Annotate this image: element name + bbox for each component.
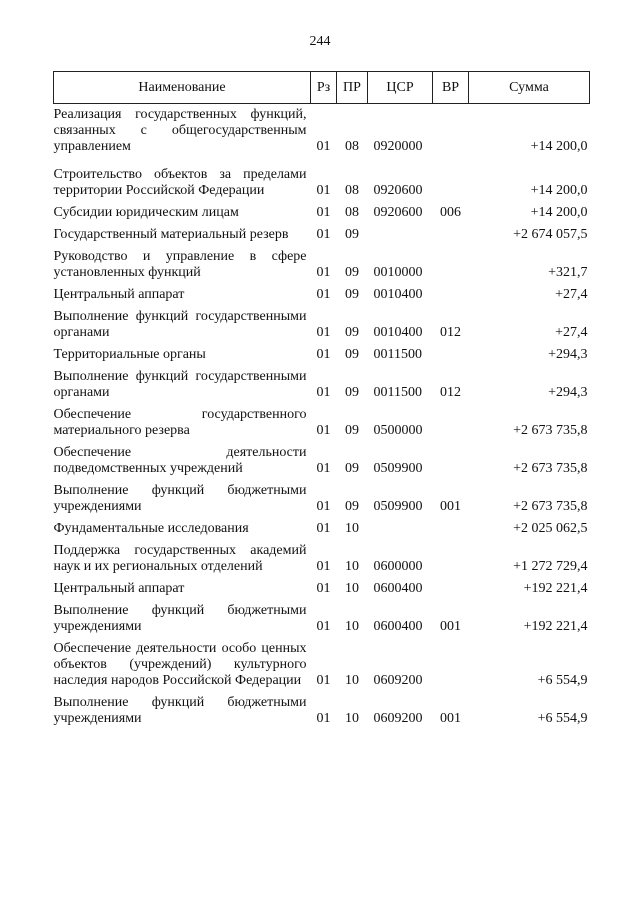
cell-pr: 08 [345, 183, 359, 198]
cell-name: Выполнение функций государственными органами [53, 309, 307, 340]
header-csr: ЦСР [368, 72, 433, 104]
header-rz: Рз [311, 72, 337, 104]
cell-vr [433, 281, 469, 303]
cell-rz: 01 [316, 205, 331, 220]
table-row [54, 341, 590, 363]
cell-name: Поддержка государственных академий наук и их региональных отделений [53, 543, 307, 574]
cell-name: Субсидии юридическим лицам [53, 205, 239, 220]
cell-sum: +27,4 [555, 325, 588, 340]
cell-sum: +14 200,0 [530, 139, 588, 154]
table-row [54, 575, 590, 597]
cell-name: Выполнение функций государственными органами [53, 369, 307, 400]
table-body [54, 104, 590, 728]
cell-name: Реализация государственных функций, связанных с общегосударственным управлением [53, 107, 307, 154]
cell-rz: 01 [316, 139, 331, 154]
table-row [54, 243, 590, 281]
cell-pr: 10 [345, 619, 359, 634]
cell-name: Руководство и управление в сфере установленных функций [53, 249, 307, 280]
cell-vr [433, 104, 469, 156]
table-row [54, 303, 590, 341]
cell-pr: 10 [345, 521, 359, 536]
cell-csr: 0509900 [373, 461, 423, 476]
cell-name: Обеспечение государственного материального резерва [53, 407, 307, 438]
cell-sum: +192 221,4 [523, 619, 588, 634]
cell-rz: 01 [316, 183, 331, 198]
cell-pr: 09 [345, 265, 359, 280]
cell-sum: +2 673 735,8 [513, 423, 588, 438]
cell-rz: 01 [316, 711, 331, 726]
table-row [54, 221, 590, 243]
cell-name: Государственный материальный резерв [53, 227, 289, 242]
cell-csr [368, 221, 433, 243]
cell-pr: 09 [345, 385, 359, 400]
table-row [54, 597, 590, 635]
cell-vr [433, 243, 469, 281]
page-number: 244 [309, 34, 331, 49]
cell-vr: 006 [440, 205, 461, 220]
cell-sum: +2 025 062,5 [513, 521, 588, 536]
cell-rz: 01 [316, 265, 331, 280]
cell-pr: 09 [345, 499, 359, 514]
cell-vr: 001 [440, 499, 461, 514]
cell-sum: +2 673 735,8 [513, 461, 588, 476]
cell-sum: +2 674 057,5 [513, 227, 588, 242]
table-row [54, 439, 590, 477]
cell-pr: 10 [345, 711, 359, 726]
header-vr: ВР [433, 72, 469, 104]
cell-rz: 01 [316, 521, 331, 536]
cell-vr [433, 221, 469, 243]
cell-name: Обеспечение деятельности особо ценных объектов (учреждений) культурного наследия народов Российской Федерации [53, 641, 307, 688]
cell-csr: 0920600 [373, 205, 423, 220]
table-row [54, 104, 590, 156]
cell-sum: +321,7 [548, 265, 588, 280]
cell-sum: +14 200,0 [530, 183, 588, 198]
table-row [54, 281, 590, 303]
cell-rz: 01 [316, 287, 331, 302]
table-row [54, 155, 590, 199]
cell-sum: +294,3 [548, 347, 588, 362]
cell-sum: +6 554,9 [537, 711, 588, 726]
cell-csr: 0010400 [373, 325, 423, 340]
table-row [54, 199, 590, 221]
table-row [54, 363, 590, 401]
cell-pr: 10 [345, 559, 359, 574]
cell-rz: 01 [316, 559, 331, 574]
cell-csr: 0010400 [373, 287, 423, 302]
cell-csr: 0920600 [373, 183, 423, 198]
cell-vr [433, 341, 469, 363]
header-sum: Сумма [469, 72, 590, 104]
cell-pr: 09 [345, 347, 359, 362]
cell-csr: 0609200 [373, 711, 423, 726]
cell-csr: 0011500 [373, 385, 422, 400]
cell-sum: +14 200,0 [530, 205, 588, 220]
cell-name: Выполнение функций бюджетными учреждениями [53, 483, 307, 514]
cell-rz: 01 [316, 581, 331, 596]
cell-rz: 01 [316, 619, 331, 634]
cell-vr [433, 635, 469, 689]
cell-pr: 09 [345, 227, 359, 242]
cell-csr [368, 515, 433, 537]
table-row [54, 537, 590, 575]
cell-rz: 01 [316, 499, 331, 514]
cell-sum: +192 221,4 [523, 581, 588, 596]
cell-pr: 09 [345, 287, 359, 302]
table-header [54, 72, 590, 104]
cell-name: Обеспечение деятельности подведомственных учреждений [53, 445, 307, 476]
table-row [54, 689, 590, 727]
cell-csr: 0011500 [373, 347, 422, 362]
cell-vr: 001 [440, 711, 461, 726]
cell-name: Строительство объектов за пределами территории Российской Федерации [53, 167, 307, 198]
cell-vr [433, 537, 469, 575]
cell-rz: 01 [316, 423, 331, 438]
cell-vr [433, 155, 469, 199]
cell-vr [433, 515, 469, 537]
cell-vr: 012 [440, 325, 461, 340]
cell-pr: 09 [345, 325, 359, 340]
header-name: Наименование [54, 72, 311, 104]
table-row [54, 477, 590, 515]
cell-name: Выполнение функций бюджетными учреждениями [53, 603, 307, 634]
cell-csr: 0500000 [373, 423, 423, 438]
cell-pr: 09 [345, 461, 359, 476]
cell-pr: 10 [345, 673, 359, 688]
cell-name: Территориальные органы [53, 347, 206, 362]
cell-sum: +2 673 735,8 [513, 499, 588, 514]
cell-name: Фундаментальные исследования [53, 521, 249, 536]
cell-rz: 01 [316, 385, 331, 400]
table-row [54, 515, 590, 537]
cell-rz: 01 [316, 227, 331, 242]
cell-pr: 10 [345, 581, 359, 596]
cell-csr: 0609200 [373, 673, 423, 688]
cell-sum: +294,3 [548, 385, 588, 400]
cell-rz: 01 [316, 461, 331, 476]
cell-name: Выполнение функций бюджетными учреждениями [53, 695, 307, 726]
cell-sum: +6 554,9 [537, 673, 588, 688]
cell-vr [433, 439, 469, 477]
cell-csr: 0600400 [373, 619, 423, 634]
header-pr: ПР [337, 72, 368, 104]
cell-csr: 0600400 [373, 581, 423, 596]
cell-name: Центральный аппарат [53, 287, 185, 302]
table-row [54, 401, 590, 439]
cell-pr: 09 [345, 423, 359, 438]
cell-vr [433, 575, 469, 597]
cell-vr: 001 [440, 619, 461, 634]
cell-sum: +1 272 729,4 [513, 559, 588, 574]
cell-vr [433, 401, 469, 439]
cell-csr: 0509900 [373, 499, 423, 514]
cell-vr: 012 [440, 385, 461, 400]
budget-table [53, 71, 590, 727]
cell-sum: +27,4 [555, 287, 588, 302]
cell-pr: 08 [345, 139, 359, 154]
cell-csr: 0010000 [373, 265, 423, 280]
cell-rz: 01 [316, 347, 331, 362]
cell-name: Центральный аппарат [53, 581, 185, 596]
table-header-row [54, 72, 590, 104]
cell-csr: 0920000 [373, 139, 423, 154]
cell-rz: 01 [316, 325, 331, 340]
cell-pr: 08 [345, 205, 359, 220]
cell-csr: 0600000 [373, 559, 423, 574]
table-row [54, 635, 590, 689]
cell-rz: 01 [316, 673, 331, 688]
